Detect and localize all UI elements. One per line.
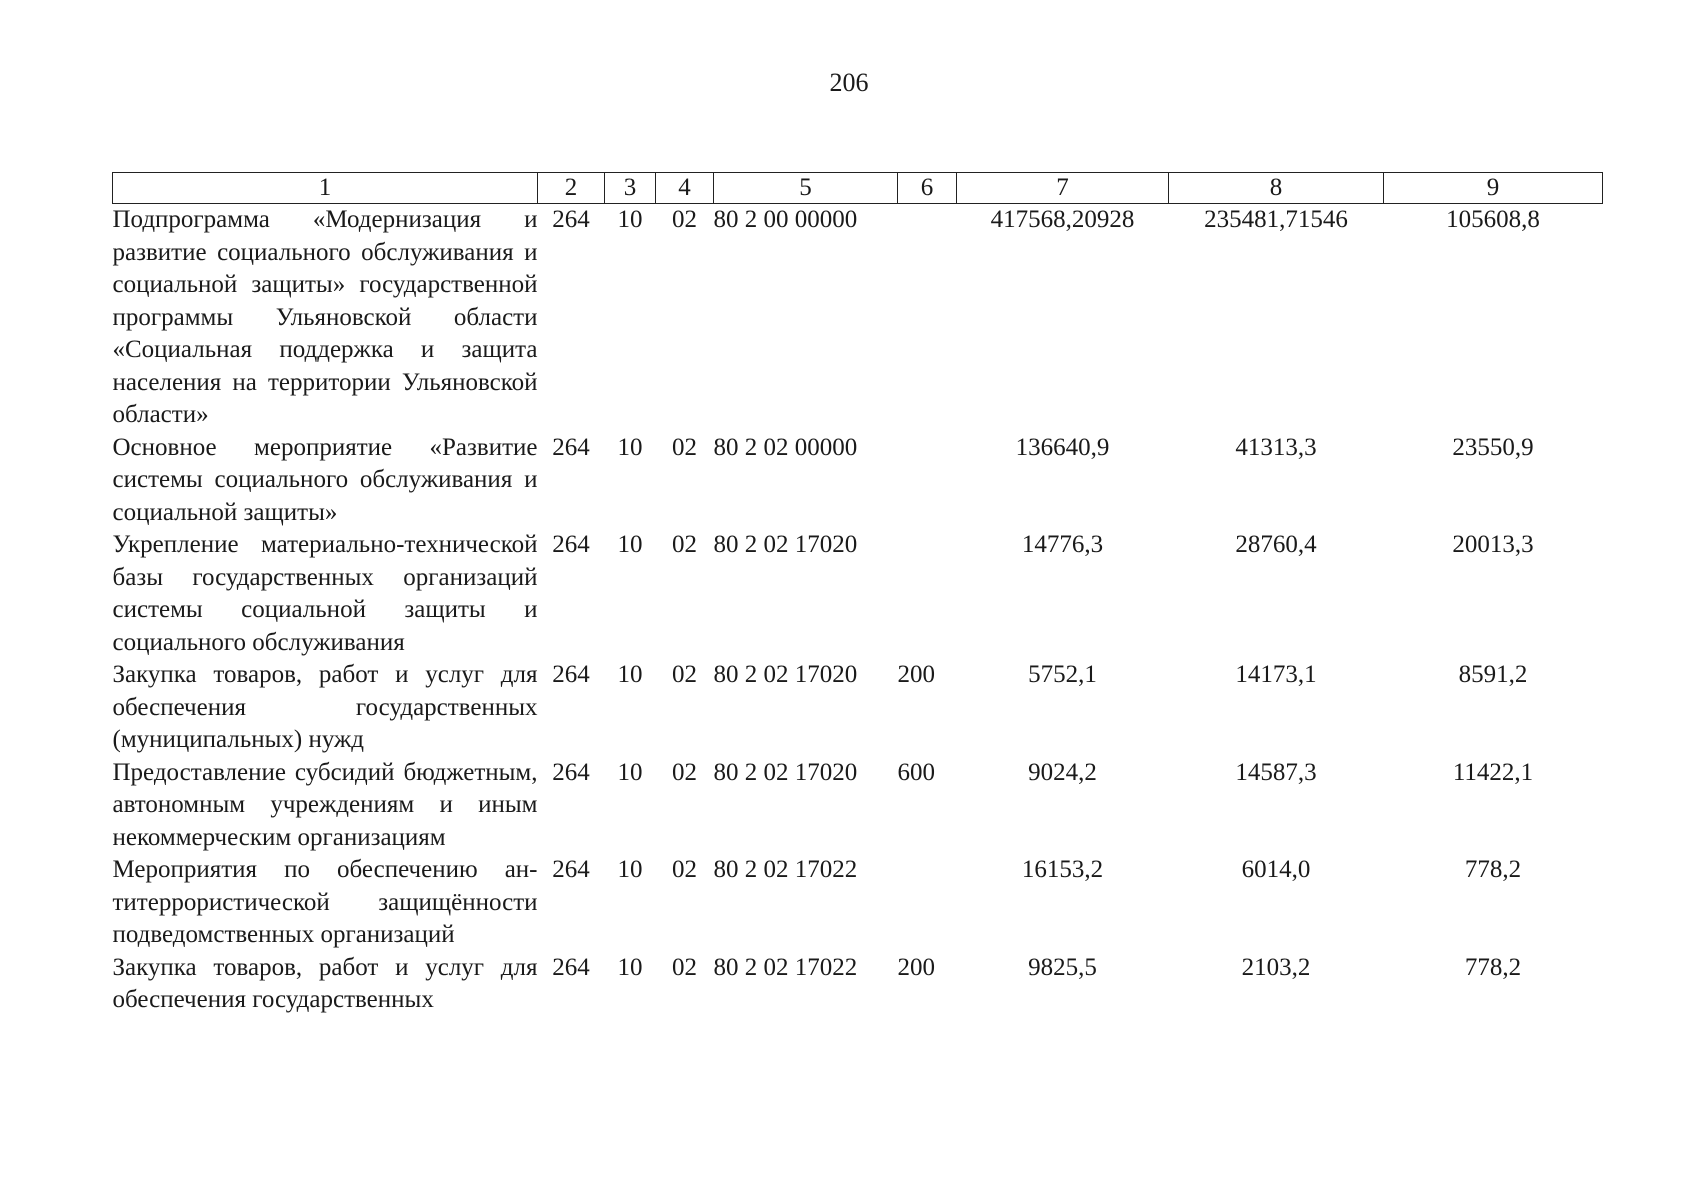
cell-amount-3: 20013,3: [1452, 531, 1534, 558]
cell-subsection: 02: [672, 661, 697, 688]
row-name: Закупка товаров, работ и услуг для обеспечения государственных (муниципальных) нужд: [112, 661, 538, 753]
cell-section: 10: [617, 856, 643, 883]
cell-target-code: 80 2 00 00000: [713, 206, 858, 233]
cell-target-code: 80 2 02 17020: [713, 531, 858, 558]
cell-amount-2: 14587,3: [1235, 758, 1317, 786]
table-row: [113, 204, 1603, 432]
cell-department: 264: [552, 856, 590, 883]
cell-subsection: 02: [672, 953, 697, 981]
cell-amount-2: 235481,71546: [1204, 206, 1348, 233]
cell-amount-1: 136640,9: [1015, 433, 1110, 461]
column-header: 4: [656, 173, 714, 204]
table-body: [113, 204, 1603, 1017]
cell-amount-3: 11422,1: [1452, 758, 1534, 786]
cell-section: 10: [617, 206, 643, 233]
cell-target-code: 80 2 02 17020: [713, 758, 858, 786]
cell-expense-type: [898, 204, 957, 432]
table-row: [113, 659, 1603, 757]
cell-department: 264: [552, 206, 590, 233]
row-name: Укрепление материально-технической базы государственных организаций системы социальной защиты и социального обслуживания: [112, 531, 538, 656]
column-header: 3: [605, 173, 656, 204]
cell-subsection: 02: [672, 531, 697, 558]
cell-amount-1: 16153,2: [1021, 856, 1104, 883]
column-header: 1: [113, 173, 538, 204]
cell-target-code: 80 2 02 00000: [713, 433, 858, 461]
cell-expense-type: 200: [897, 953, 935, 981]
column-header: 2: [538, 173, 605, 204]
cell-section: 10: [617, 953, 643, 981]
row-name: Мероприятия по обеспечению антитеррористической защищённости подведомственных организаций: [112, 856, 538, 948]
cell-expense-type: [898, 854, 957, 952]
budget-table: [112, 172, 1603, 1017]
cell-amount-3: 8591,2: [1458, 661, 1528, 688]
cell-amount-2: 28760,4: [1235, 531, 1317, 558]
table-header: [113, 173, 1603, 204]
table-row: [113, 757, 1603, 855]
row-name: Закупка товаров, работ и услуг для обеспечения государственных: [112, 953, 538, 1013]
cell-amount-3: 105608,8: [1446, 206, 1540, 233]
cell-department: 264: [552, 953, 590, 981]
cell-expense-type: [898, 432, 957, 530]
column-header: 5: [714, 173, 898, 204]
row-name: Основное мероприятие «Развитие системы социального обслуживания и социальной защиты»: [112, 433, 538, 526]
row-name: Подпрограмма «Модернизация и развитие социального обслуживания и социальной защиты» государственной программы Ульяновской области «Социальная поддержка и защита населения на территории Ульяновской области»: [112, 206, 538, 428]
cell-target-code: 80 2 02 17022: [713, 953, 858, 981]
cell-department: 264: [552, 531, 590, 558]
cell-amount-1: 417568,20928: [990, 206, 1135, 233]
cell-target-code: 80 2 02 17020: [713, 661, 858, 688]
cell-amount-1: 5752,1: [1028, 661, 1097, 688]
cell-department: 264: [552, 661, 590, 688]
table-row: [113, 529, 1603, 659]
cell-subsection: 02: [672, 206, 697, 233]
cell-amount-1: 9825,5: [1028, 953, 1097, 981]
cell-section: 10: [617, 661, 643, 688]
column-header: 9: [1384, 173, 1603, 204]
table-row: [113, 854, 1603, 952]
cell-section: 10: [617, 433, 643, 461]
header-row: [113, 173, 1603, 204]
cell-amount-2: 41313,3: [1235, 433, 1317, 461]
cell-target-code: 80 2 02 17022: [713, 856, 858, 883]
column-header: 8: [1169, 173, 1384, 204]
cell-department: 264: [552, 433, 590, 461]
cell-subsection: 02: [672, 856, 697, 883]
cell-amount-1: 9024,2: [1028, 758, 1097, 786]
cell-expense-type: 600: [897, 758, 935, 786]
table-row: [113, 432, 1603, 530]
page-number: 206: [829, 68, 869, 97]
cell-amount-2: 2103,2: [1241, 953, 1311, 981]
cell-amount-1: 14776,3: [1021, 531, 1104, 558]
column-header: 6: [898, 173, 957, 204]
cell-amount-2: 6014,0: [1241, 856, 1311, 883]
cell-expense-type: 200: [897, 661, 935, 688]
cell-amount-3: 23550,9: [1452, 433, 1534, 461]
table-row: [113, 952, 1603, 1017]
cell-section: 10: [617, 531, 643, 558]
cell-expense-type: [898, 529, 957, 659]
cell-department: 264: [552, 758, 590, 786]
cell-amount-3: 778,2: [1464, 856, 1522, 883]
cell-subsection: 02: [672, 433, 697, 461]
row-name: Предоставление субсидий бюджетным, автономным учреждениям и иным некоммерческим организациям: [112, 758, 538, 851]
column-header: 7: [957, 173, 1169, 204]
cell-subsection: 02: [672, 758, 697, 786]
cell-section: 10: [617, 758, 643, 786]
cell-amount-2: 14173,1: [1235, 661, 1317, 688]
cell-amount-3: 778,2: [1464, 953, 1522, 981]
